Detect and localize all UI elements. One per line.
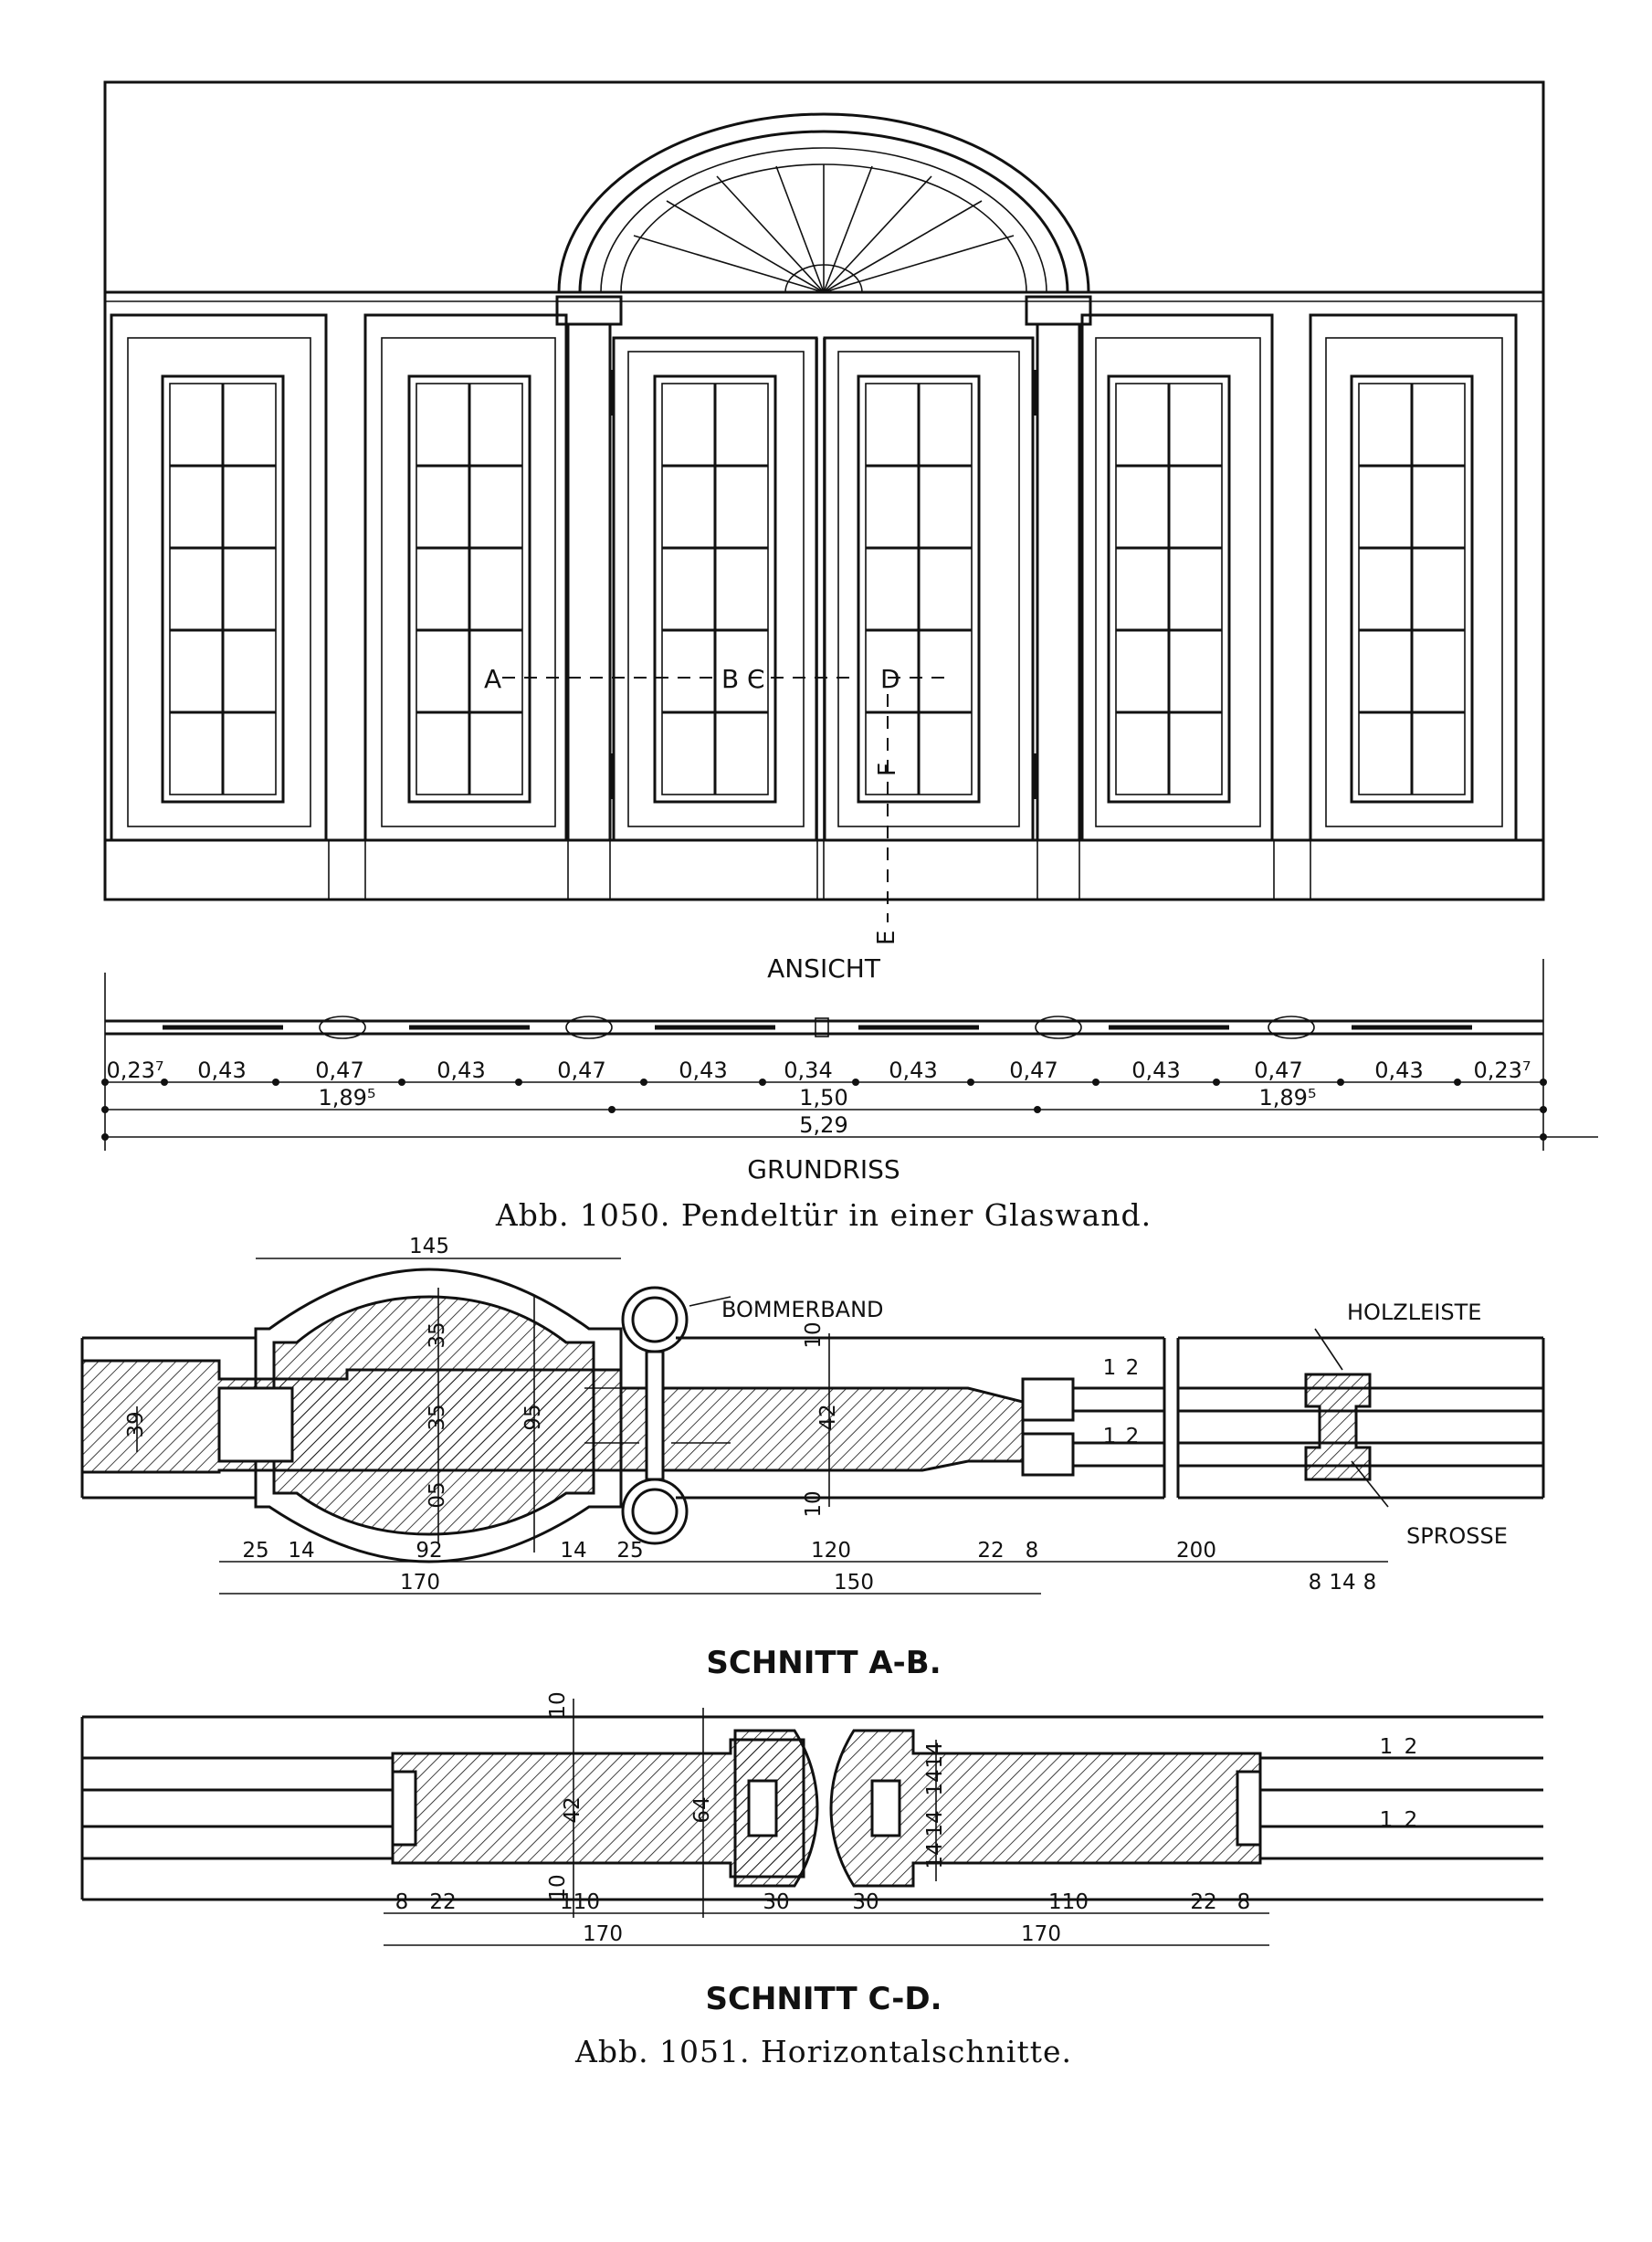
elevation-view bbox=[105, 82, 1543, 984]
fanlight-arch bbox=[559, 114, 1089, 292]
panel bbox=[365, 315, 566, 840]
dim-label: 92 bbox=[416, 1539, 443, 1563]
dim-label: 22 bbox=[977, 1539, 1005, 1563]
dim-label: 120 bbox=[811, 1539, 851, 1563]
panel bbox=[111, 315, 326, 840]
dim-label: 2 bbox=[1125, 1425, 1140, 1448]
plan-total-label: 1,89⁵ bbox=[1258, 1085, 1317, 1110]
dim-label: 14 bbox=[923, 1842, 947, 1869]
dim-label: 95 bbox=[521, 1404, 545, 1431]
dim-label: 1 bbox=[1102, 1356, 1117, 1380]
strip-leader bbox=[1315, 1329, 1342, 1370]
strip-label: HOLZLEISTE bbox=[1347, 1300, 1482, 1325]
dim-label: 1 bbox=[1102, 1425, 1117, 1448]
section-letter-c: C bbox=[747, 664, 765, 694]
dim-label: 2 bbox=[1404, 1735, 1418, 1759]
bar-label: SPROSSE bbox=[1406, 1523, 1508, 1549]
panel bbox=[1310, 315, 1516, 840]
section-ab-title: SCHNITT A-B. bbox=[706, 1645, 942, 1681]
base-blocks bbox=[329, 338, 1310, 900]
dim-label: 170 bbox=[400, 1571, 440, 1595]
dim-label: 1 bbox=[1379, 1808, 1394, 1832]
dim-label: 8 bbox=[1363, 1571, 1377, 1595]
groove-left bbox=[749, 1781, 776, 1836]
plan-label: GRUNDRISS bbox=[747, 1154, 900, 1184]
dim-label: 25 bbox=[616, 1539, 644, 1563]
rebate-right bbox=[1237, 1772, 1260, 1845]
door-leaf-right bbox=[825, 338, 1038, 840]
plan-dim-label: 0,43 bbox=[1374, 1058, 1424, 1083]
dim-label: 1 bbox=[1379, 1735, 1394, 1759]
dim-label: 10 bbox=[802, 1490, 826, 1518]
dim-label: 14 bbox=[288, 1539, 315, 1563]
section-cd-title: SCHNITT C-D. bbox=[705, 1981, 942, 2017]
plan-dim-label: 0,47 bbox=[557, 1058, 606, 1083]
plan-dim-label: 0,47 bbox=[1254, 1058, 1303, 1083]
dim-label: 22 bbox=[429, 1890, 457, 1914]
dim-label: 35 bbox=[426, 1404, 449, 1431]
dim-label: 14 bbox=[1329, 1571, 1356, 1595]
dim-label: 22 bbox=[1190, 1890, 1217, 1914]
dim-label: 150 bbox=[834, 1571, 874, 1595]
dim-label: 42 bbox=[561, 1796, 584, 1824]
dim-label: 14 bbox=[923, 1810, 947, 1837]
plan-dim-label: 0,34 bbox=[784, 1058, 833, 1083]
dim-label: 200 bbox=[1176, 1539, 1216, 1563]
section-cd bbox=[82, 1691, 1543, 2017]
glazing-channels bbox=[1023, 1379, 1543, 1475]
dim-label: 14 bbox=[560, 1539, 587, 1563]
door-leaf-left bbox=[609, 338, 816, 840]
dim-label: 110 bbox=[560, 1890, 600, 1914]
dim-label: 8 bbox=[395, 1890, 409, 1914]
section-ab bbox=[82, 1235, 1543, 1681]
floor-plan bbox=[101, 959, 1598, 1184]
figure-1050-caption: Abb. 1050. Pendeltür in einer Glaswand. bbox=[495, 1197, 1152, 1233]
dim-label: 64 bbox=[690, 1796, 714, 1824]
figure-1051-caption: Abb. 1051. Horizontalschnitte. bbox=[574, 2034, 1073, 2069]
dim-label: 35 bbox=[426, 1321, 449, 1349]
dim-label: 25 bbox=[242, 1539, 269, 1563]
sprosse-bar bbox=[1306, 1374, 1370, 1479]
plan-dim-label: 0,43 bbox=[889, 1058, 938, 1083]
plan-dim-label: 0,43 bbox=[437, 1058, 486, 1083]
plan-dim-label: 0,43 bbox=[679, 1058, 728, 1083]
dim-label: 145 bbox=[409, 1235, 449, 1258]
rebate-left bbox=[393, 1772, 416, 1845]
dim-label: 8 bbox=[1236, 1890, 1251, 1914]
dim-label: 42 bbox=[816, 1404, 840, 1431]
dim-label: 10 bbox=[546, 1691, 570, 1719]
section-letter-d: D bbox=[880, 664, 900, 694]
stile-rebate bbox=[219, 1388, 292, 1461]
dim-label: 30 bbox=[852, 1890, 879, 1914]
plan-overall-label: 5,29 bbox=[799, 1112, 848, 1138]
panel bbox=[1082, 315, 1272, 840]
dim-label: 14 bbox=[923, 1769, 947, 1796]
plan-total-label: 1,50 bbox=[799, 1085, 848, 1110]
dim-label: 2 bbox=[1125, 1356, 1140, 1380]
plan-dim-label: 0,23⁷ bbox=[106, 1058, 164, 1083]
dim-label: 2 bbox=[1404, 1808, 1418, 1832]
plan-dim-label: 0,23⁷ bbox=[1473, 1058, 1531, 1083]
dim-label: 39 bbox=[124, 1411, 148, 1438]
section-letter-f: F bbox=[874, 763, 901, 776]
section-letter-b: B bbox=[721, 664, 740, 694]
dim-label: 05 bbox=[426, 1481, 449, 1509]
plan-dim-label: 0,47 bbox=[1009, 1058, 1058, 1083]
dim-label: 30 bbox=[763, 1890, 790, 1914]
plan-dimension-labels bbox=[106, 1058, 1531, 1138]
plan-total-label: 1,89⁵ bbox=[318, 1085, 376, 1110]
view-label: ANSICHT bbox=[767, 953, 880, 984]
section-letter-a: A bbox=[484, 664, 502, 694]
plan-dim-label: 0,47 bbox=[315, 1058, 364, 1083]
plan-dim-label: 0,43 bbox=[197, 1058, 247, 1083]
dim-label: 170 bbox=[1021, 1922, 1061, 1946]
dim-label: 110 bbox=[1048, 1890, 1089, 1914]
plan-dim-label: 0,43 bbox=[1131, 1058, 1181, 1083]
section-letter-e: E bbox=[873, 930, 900, 945]
hinge-label: BOMMERBAND bbox=[721, 1297, 884, 1322]
groove-right bbox=[872, 1781, 900, 1836]
dim-label: 10 bbox=[546, 1874, 570, 1901]
dim-label: 8 bbox=[1308, 1571, 1322, 1595]
dim-label: 170 bbox=[583, 1922, 623, 1946]
dim-label: 14 bbox=[923, 1742, 947, 1769]
dim-label: 10 bbox=[802, 1321, 826, 1349]
dim-label: 8 bbox=[1025, 1539, 1039, 1563]
